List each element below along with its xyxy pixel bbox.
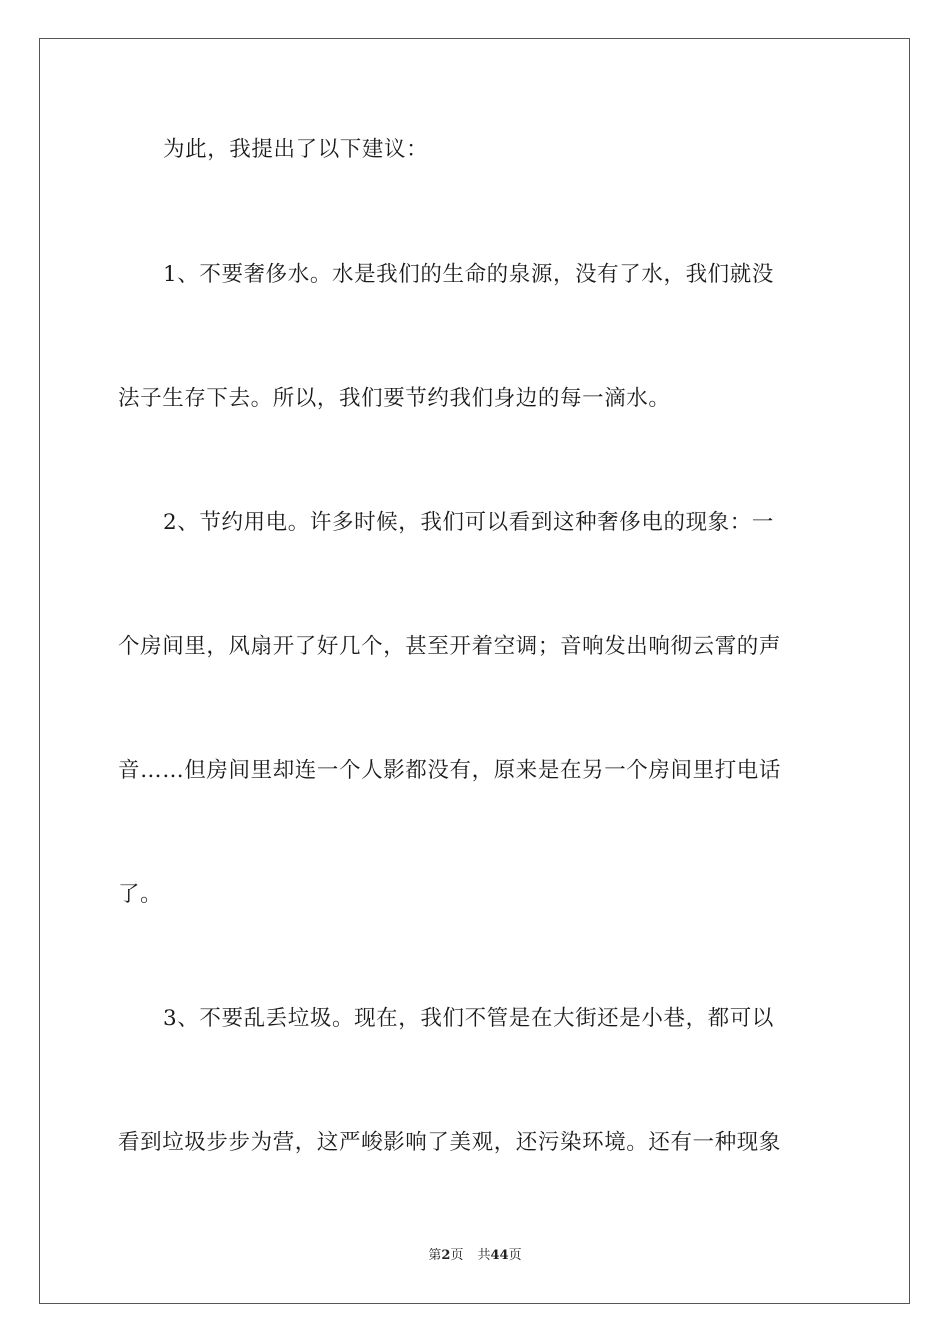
paragraph-line: 2、节约用电。许多时候，我们可以看到这种奢侈电的现象：一 — [163, 510, 774, 535]
total-prefix: 共 — [477, 1248, 491, 1263]
total-pages: 44 — [490, 1248, 509, 1263]
page-footer — [0, 1247, 950, 1265]
paragraph-line: 个房间里，风扇开了好几个，甚至开着空调；音响发出响彻云霄的声 — [118, 634, 782, 659]
paragraph-line: 音……但房间里却连一个人影都没有，原来是在另一个房间里打电话 — [118, 758, 782, 783]
paragraph-line: 看到垃圾步步为营，这严峻影响了美观，还污染环境。还有一种现象 — [118, 1130, 782, 1155]
page-prefix: 第 — [428, 1248, 442, 1263]
total-suffix: 页 — [508, 1248, 522, 1263]
paragraph-line: 为此，我提出了以下建议： — [163, 137, 429, 162]
page-suffix: 页 — [450, 1248, 464, 1263]
paragraph-line: 了。 — [118, 882, 163, 907]
page-number: 2 — [441, 1248, 451, 1263]
paragraph-line: 3、不要乱丢垃圾。现在，我们不管是在大街还是小巷，都可以 — [163, 1006, 774, 1031]
page-frame — [39, 38, 910, 1304]
paragraph-line: 1、不要奢侈水。水是我们的生命的泉源，没有了水，我们就没 — [163, 262, 774, 287]
paragraph-line: 法子生存下去。所以，我们要节约我们身边的每一滴水。 — [118, 386, 671, 411]
